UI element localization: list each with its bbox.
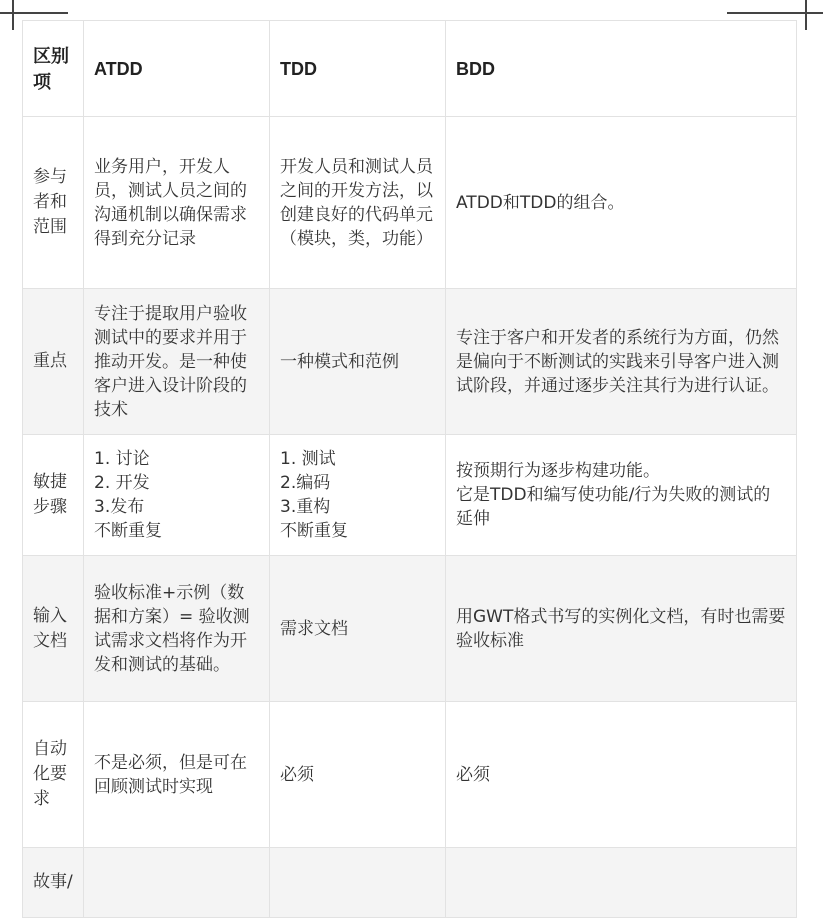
cell-bdd-text: 必须 — [456, 764, 490, 785]
cell-atdd — [84, 702, 270, 848]
top-left-frame-mark — [12, 0, 14, 30]
table-row-story — [23, 848, 797, 918]
row-label-cell — [23, 848, 84, 918]
table-header-row — [23, 21, 797, 117]
cell-bdd-text: 专注于客户和开发者的系统行为方面，仍然是偏向于不断测试的实践来引导客户进入测试阶段，并通过逐步关注其行为进行认证。 — [456, 327, 779, 396]
row-label-cell — [23, 435, 84, 556]
header-bdd-label: BDD — [456, 58, 495, 79]
row-label-cell — [23, 117, 84, 289]
top-left-frame-line — [0, 12, 68, 14]
cell-atdd-text: 1. 讨论 2. 开发 3.发布 不断重复 — [94, 449, 162, 541]
cell-bdd — [446, 289, 797, 435]
cell-atdd — [84, 117, 270, 289]
cell-atdd — [84, 289, 270, 435]
cell-bdd — [446, 702, 797, 848]
header-cell-tdd — [270, 21, 446, 117]
row-label-participants: 参与者和范围 — [33, 167, 67, 237]
header-atdd-label: ATDD — [94, 58, 143, 79]
cell-bdd — [446, 117, 797, 289]
cell-tdd-text: 必须 — [280, 764, 314, 785]
table-row-automation — [23, 702, 797, 848]
table-row-participants — [23, 117, 797, 289]
header-cell-bdd — [446, 21, 797, 117]
cell-tdd-text: 1. 测试 2.编码 3.重构 不断重复 — [280, 449, 348, 541]
cell-bdd — [446, 848, 797, 918]
cell-bdd — [446, 435, 797, 556]
row-label-cell — [23, 702, 84, 848]
cell-tdd — [270, 117, 446, 289]
cell-tdd-text: 开发人员和测试人员之间的开发方法，以创建良好的代码单元（模块，类，功能） — [280, 156, 433, 249]
header-cell-criteria — [23, 21, 84, 117]
row-label-input-docs: 输入文档 — [33, 605, 67, 651]
table-row-agile-steps — [23, 435, 797, 556]
top-right-frame-mark — [805, 0, 807, 30]
cell-atdd — [84, 556, 270, 702]
cell-bdd-text: 按预期行为逐步构建功能。 它是TDD和编写使功能/行为失败的测试的延伸 — [456, 461, 771, 529]
cell-tdd — [270, 848, 446, 918]
cell-atdd-text: 不是必须，但是可在回顾测试时实现 — [94, 752, 247, 797]
cell-bdd-text: ATDD和TDD的组合。 — [456, 192, 625, 213]
cell-tdd — [270, 289, 446, 435]
cell-tdd — [270, 556, 446, 702]
row-label-cell — [23, 556, 84, 702]
header-tdd-label: TDD — [280, 58, 317, 79]
cell-tdd — [270, 702, 446, 848]
cell-atdd-text: 业务用户，开发人员，测试人员之间的沟通机制以确保需求得到充分记录 — [94, 156, 247, 249]
header-cell-atdd — [84, 21, 270, 117]
cell-atdd — [84, 435, 270, 556]
row-label-agile-steps: 敏捷步骤 — [33, 472, 67, 517]
table-row-input-docs — [23, 556, 797, 702]
row-label-automation: 自动化要求 — [33, 739, 67, 809]
cell-atdd-text: 专注于提取用户验收测试中的要求并用于推动开发。是一种使客户进入设计阶段的技术 — [94, 303, 247, 420]
cell-tdd — [270, 435, 446, 556]
top-right-frame-line — [727, 12, 823, 14]
cell-atdd-text: 验收标准+示例（数据和方案）= 验收测试需求文档将作为开发和测试的基础。 — [94, 582, 250, 675]
cell-atdd — [84, 848, 270, 918]
table-row-focus — [23, 289, 797, 435]
cell-tdd-text: 一种模式和范例 — [280, 351, 399, 372]
header-criteria-label: 区别项 — [33, 45, 69, 92]
cell-bdd — [446, 556, 797, 702]
cell-bdd-text: 用GWT格式书写的实例化文档，有时也需要验收标准 — [456, 606, 786, 651]
comparison-table — [22, 20, 797, 918]
row-label-cell — [23, 289, 84, 435]
row-label-story: 故事/ — [33, 872, 73, 892]
row-label-focus: 重点 — [33, 351, 67, 371]
cell-tdd-text: 需求文档 — [280, 618, 348, 639]
